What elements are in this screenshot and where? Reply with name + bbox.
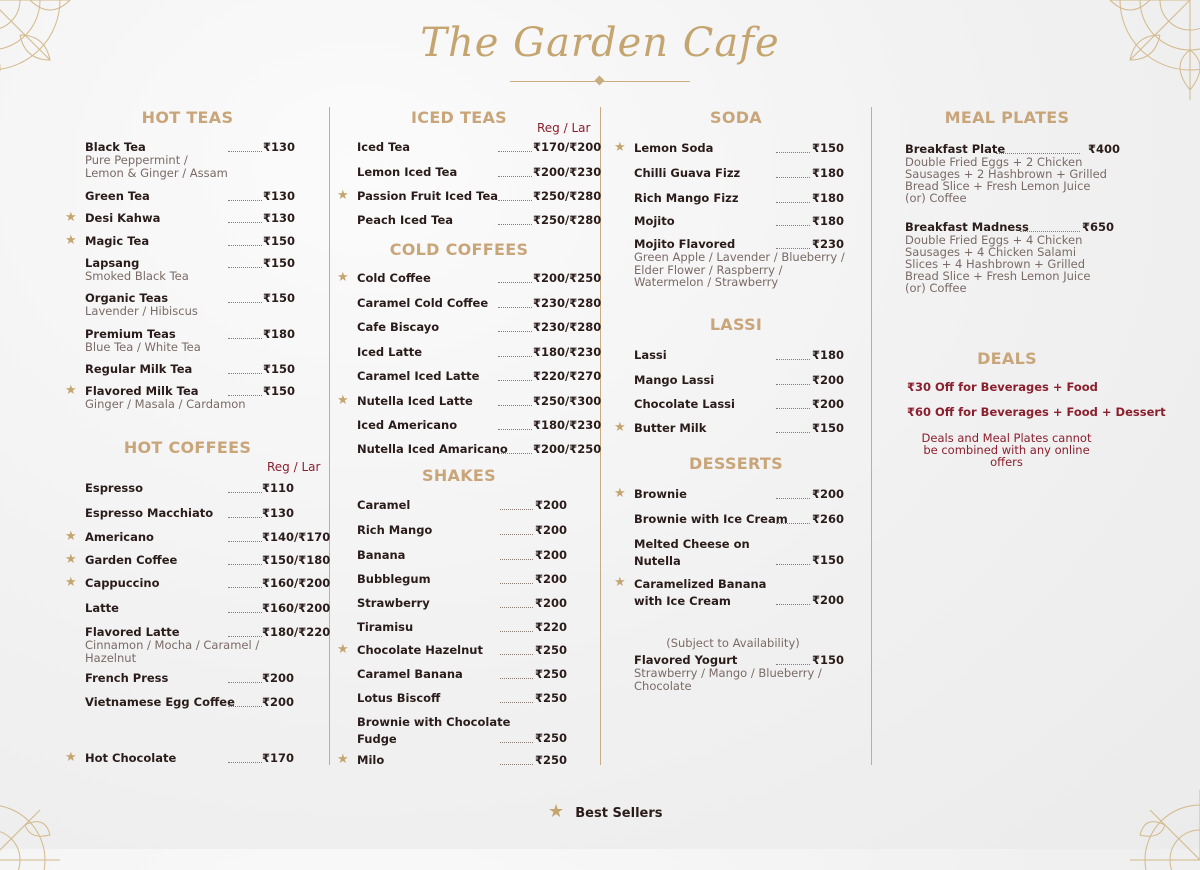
item-price: ₹130 [263, 140, 296, 154]
dotted-leader [498, 176, 532, 177]
dotted-leader [228, 492, 262, 493]
item-name: Caramel Cold Coffee [357, 296, 489, 310]
item-price: ₹200 [262, 695, 295, 709]
item-price: ₹180/₹220 [262, 625, 331, 639]
item-name: Strawberry [357, 596, 430, 610]
dotted-leader [228, 222, 262, 223]
item-name: Mojito Flavored [634, 237, 736, 251]
item-name: Americano [85, 530, 154, 544]
bestseller-star-icon: ★ [337, 393, 349, 408]
item-price: ₹250/₹300 [533, 394, 602, 408]
item-name: Iced Americano [357, 418, 458, 432]
item-price: ₹250 [535, 691, 568, 705]
dotted-leader [228, 612, 262, 613]
dotted-leader [500, 742, 533, 743]
legend-label: Best Sellers [575, 806, 663, 821]
item-name: Peach Iced Tea [357, 213, 454, 227]
column-divider-2 [600, 107, 601, 765]
dotted-leader [498, 224, 532, 225]
dotted-leader [228, 564, 262, 565]
page-title: The Garden Cafe [420, 20, 780, 66]
item-price: ₹130 [262, 506, 295, 520]
item-price: ₹230/₹280 [533, 320, 602, 334]
dotted-leader [498, 331, 532, 332]
dotted-leader [776, 384, 810, 385]
item-name: Garden Coffee [85, 553, 178, 567]
item-description: Double Fried Eggs + 2 Chicken Sausages + 2 Hashbrown + Grilled Bread Slice + Fresh Lemon Juice (or) Coffee [905, 155, 1107, 205]
item-description: Strawberry / Mango / Blueberry / Chocolate [634, 666, 822, 693]
item-name: Lapsang [85, 256, 140, 270]
deal-item: ₹60 Off for Beverages + Food + Dessert [907, 405, 1166, 419]
dotted-leader [500, 534, 533, 535]
dotted-leader [498, 380, 532, 381]
item-description: Smoked Black Tea [85, 269, 189, 283]
item-name: Nutella Iced Latte [357, 394, 473, 408]
dotted-leader [228, 587, 262, 588]
deal-item: ₹30 Off for Beverages + Food [907, 380, 1098, 394]
bestseller-star-icon: ★ [614, 420, 626, 435]
item-price: ₹650 [1082, 220, 1115, 234]
item-description: Lavender / Hibiscus [85, 304, 198, 318]
dotted-leader [776, 664, 810, 665]
dotted-leader [776, 432, 810, 433]
mandala-top-right [1080, 0, 1200, 120]
item-name: Melted Cheese on Nutella [634, 537, 750, 568]
item-name: Premium Teas [85, 327, 176, 341]
item-name: Chilli Guava Fizz [634, 166, 741, 180]
dotted-leader [776, 152, 810, 153]
item-price: ₹200 [535, 523, 568, 537]
section-title-cold-coffees: COLD COFFEES [389, 240, 529, 259]
item-name: Regular Milk Tea [85, 362, 193, 376]
item-price: ₹150 [263, 384, 296, 398]
item-name: Milo [357, 753, 385, 767]
dotted-leader [996, 153, 1080, 154]
item-price: ₹180 [812, 348, 845, 362]
item-name: Breakfast Madness [905, 220, 1029, 234]
item-name: Desi Kahwa [85, 211, 161, 225]
dotted-leader [498, 356, 532, 357]
dotted-leader [228, 541, 262, 542]
dotted-leader [500, 631, 533, 632]
item-description: Green Apple / Lavender / Blueberry / Elder Flower / Raspberry / Watermelon / Strawberry [634, 250, 845, 289]
bestseller-star-icon: ★ [337, 752, 349, 767]
item-price: ₹250/₹280 [533, 213, 602, 227]
bestseller-star-icon: ★ [614, 575, 626, 590]
bestseller-star-icon: ★ [65, 552, 77, 567]
item-name: Rich Mango [357, 523, 433, 537]
legend [548, 801, 663, 822]
item-name: Bubblegum [357, 572, 431, 586]
dotted-leader [776, 564, 810, 565]
item-name: Espresso Macchiato [85, 506, 214, 520]
dotted-leader [228, 762, 262, 763]
bestseller-star-icon: ★ [65, 575, 77, 590]
item-price: ₹200 [812, 487, 845, 501]
item-name: Brownie with Chocolate Fudge [357, 715, 511, 746]
section-title-lassi: LASSI [709, 315, 763, 334]
item-name: Breakfast Plate [905, 142, 1006, 156]
title-ornament [595, 76, 605, 86]
item-price: ₹180 [812, 191, 845, 205]
dotted-leader [228, 200, 262, 201]
item-price: ₹250 [535, 731, 568, 745]
reg-lar-label: Reg / Lar [267, 460, 321, 474]
item-price: ₹200 [812, 373, 845, 387]
item-price: ₹200/₹230 [533, 165, 602, 179]
item-description: Pure Peppermint / Lemon & Ginger / Assam [85, 153, 228, 180]
item-name: Latte [85, 601, 119, 615]
item-name: Flavored Milk Tea [85, 384, 199, 398]
bestseller-star-icon: ★ [614, 140, 626, 155]
bestseller-star-icon: ★ [65, 210, 77, 225]
item-price: ₹250 [535, 753, 568, 767]
section-title-hot-coffees: HOT COFFEES [123, 438, 252, 457]
item-name: Lemon Iced Tea [357, 165, 458, 179]
bestseller-star-icon: ★ [337, 642, 349, 657]
dotted-leader [228, 682, 262, 683]
mandala-bottom-left [0, 770, 80, 870]
dotted-leader [228, 517, 262, 518]
item-price: ₹400 [1088, 142, 1121, 156]
item-name: Hot Chocolate [85, 751, 177, 765]
bestseller-star-icon: ★ [614, 486, 626, 501]
dotted-leader [500, 559, 533, 560]
item-price: ₹180 [812, 166, 845, 180]
bestseller-star-icon: ★ [337, 270, 349, 285]
item-name: Passion Fruit Iced Tea [357, 189, 499, 203]
dotted-leader [228, 338, 262, 339]
dotted-leader [1020, 231, 1080, 232]
dotted-leader [498, 282, 532, 283]
item-name: Caramel Iced Latte [357, 369, 480, 383]
dotted-leader [500, 654, 533, 655]
item-price: ₹150/₹180 [262, 553, 331, 567]
item-price: ₹230/₹280 [533, 296, 602, 310]
section-title-hot-teas: HOT TEAS [141, 108, 234, 127]
item-name: Chocolate Hazelnut [357, 643, 483, 657]
item-price: ₹230 [812, 237, 845, 251]
item-price: ₹150 [263, 234, 296, 248]
item-price: ₹170 [262, 751, 295, 765]
dotted-leader [776, 523, 810, 524]
item-price: ₹250/₹280 [533, 189, 602, 203]
item-price: ₹200/₹250 [533, 442, 602, 456]
item-name: Brownie with Ice Cream [634, 512, 788, 526]
dotted-leader [776, 225, 810, 226]
dotted-leader [228, 373, 262, 374]
item-price: ₹200 [812, 593, 845, 607]
section-title-shakes: SHAKES [422, 466, 496, 485]
item-price: ₹250 [535, 643, 568, 657]
reg-lar-label: Reg / Lar [537, 121, 591, 135]
item-name: Banana [357, 548, 406, 562]
item-name: Caramel [357, 498, 411, 512]
item-price: ₹150 [263, 291, 296, 305]
item-description: Double Fried Eggs + 4 Chicken Sausages + 4 Chicken Salami Slices + 4 Hashbrown + Grilled Bread Slice + Fresh Lemon Juice (or) Coffee [905, 233, 1091, 295]
dotted-leader [228, 302, 262, 303]
item-name: Iced Tea [357, 140, 411, 154]
dotted-leader [776, 202, 810, 203]
column-divider-1 [329, 107, 330, 765]
item-price: ₹260 [812, 512, 845, 526]
dotted-leader [500, 607, 533, 608]
dotted-leader [228, 267, 262, 268]
item-name: Cappuccino [85, 576, 160, 590]
dotted-leader [498, 307, 532, 308]
bestseller-star-icon: ★ [65, 529, 77, 544]
section-title-desserts: DESSERTS [689, 454, 783, 473]
section-title-meal-plates: MEAL PLATES [944, 108, 1070, 127]
item-price: ₹200/₹250 [533, 271, 602, 285]
item-name: Lassi [634, 348, 667, 362]
dotted-leader [776, 498, 810, 499]
item-name: Organic Teas [85, 291, 169, 305]
item-name: Brownie [634, 487, 687, 501]
dotted-leader [498, 200, 532, 201]
item-name: Nutella Iced Amaricano [357, 442, 508, 456]
item-price: ₹110 [262, 481, 295, 495]
item-price: ₹200 [535, 596, 568, 610]
item-name: Cold Coffee [357, 271, 431, 285]
item-price: ₹180/₹230 [533, 418, 602, 432]
item-price: ₹180 [812, 214, 845, 228]
item-price: ₹150 [263, 362, 296, 376]
item-name: Mango Lassi [634, 373, 715, 387]
item-name: Caramelized Banana with Ice Cream [634, 577, 767, 608]
item-price: ₹150 [812, 553, 845, 567]
item-name: Green Tea [85, 189, 150, 203]
item-price: ₹180 [263, 327, 296, 341]
item-price: ₹130 [263, 189, 296, 203]
mandala-top-left [0, 0, 100, 120]
dotted-leader [776, 177, 810, 178]
item-name: French Press [85, 671, 169, 685]
item-description: Cinnamon / Mocha / Caramel / Hazelnut [85, 638, 260, 665]
dotted-leader [228, 706, 262, 707]
item-name: Lotus Biscoff [357, 691, 441, 705]
dotted-leader [500, 678, 533, 679]
dotted-leader [228, 245, 262, 246]
item-price: ₹150 [812, 141, 845, 155]
item-price: ₹150 [263, 256, 296, 270]
item-price: ₹200 [812, 397, 845, 411]
item-name: Cafe Biscayo [357, 320, 440, 334]
item-price: ₹160/₹200 [262, 576, 331, 590]
item-price: ₹200 [262, 671, 295, 685]
dotted-leader [498, 453, 532, 454]
item-price: ₹200 [535, 498, 568, 512]
item-price: ₹220 [535, 620, 568, 634]
item-name: Flavored Yogurt [634, 653, 738, 667]
item-name: Flavored Latte [85, 625, 180, 639]
bestseller-star-icon: ★ [65, 233, 77, 248]
item-price: ₹170/₹200 [533, 140, 602, 154]
item-name: Caramel Banana [357, 667, 463, 681]
section-title-soda: SODA [710, 108, 762, 127]
mandala-bottom-right [1110, 770, 1200, 870]
item-name: Butter Milk [634, 421, 707, 435]
item-price: ₹130 [263, 211, 296, 225]
item-name: Espresso [85, 481, 143, 495]
star-icon: ★ [548, 801, 565, 822]
dotted-leader [776, 408, 810, 409]
item-name: Lemon Soda [634, 141, 714, 155]
dotted-leader [228, 636, 262, 637]
item-name: Mojito [634, 214, 675, 228]
dotted-leader [500, 583, 533, 584]
item-name: Vietnamese Egg Coffee [85, 695, 235, 709]
item-name: Iced Latte [357, 345, 423, 359]
dotted-leader [498, 429, 532, 430]
dotted-leader [500, 509, 533, 510]
dotted-leader [500, 702, 533, 703]
item-price: ₹200 [535, 572, 568, 586]
bestseller-star-icon: ★ [65, 383, 77, 398]
dotted-leader [776, 248, 810, 249]
section-title-iced-teas: ICED TEAS [411, 108, 507, 127]
bestseller-star-icon: ★ [337, 188, 349, 203]
dotted-leader [500, 764, 533, 765]
item-price: ₹160/₹200 [262, 601, 331, 615]
item-name: Magic Tea [85, 234, 150, 248]
dotted-leader [776, 604, 810, 605]
item-name: Black Tea [85, 140, 146, 154]
bestseller-star-icon: ★ [65, 750, 77, 765]
item-description: Blue Tea / White Tea [85, 340, 201, 354]
dotted-leader [776, 359, 810, 360]
dotted-leader [228, 151, 262, 152]
dotted-leader [228, 395, 262, 396]
item-price: ₹150 [812, 653, 845, 667]
item-name: Chocolate Lassi [634, 397, 735, 411]
deals-note: Deals and Meal Plates cannot be combined with any online offers [921, 431, 1092, 469]
item-name: Tiramisu [357, 620, 414, 634]
dotted-leader [498, 405, 532, 406]
item-description: Ginger / Masala / Cardamon [85, 397, 246, 411]
item-price: ₹150 [812, 421, 845, 435]
item-name: Rich Mango Fizz [634, 191, 739, 205]
item-price: ₹220/₹270 [533, 369, 602, 383]
item-price: ₹180/₹230 [533, 345, 602, 359]
dotted-leader [498, 151, 532, 152]
availability-note: (Subject to Availability) [666, 636, 800, 650]
item-price: ₹140/₹170 [262, 530, 331, 544]
section-title-deals: DEALS [977, 349, 1037, 368]
item-price: ₹250 [535, 667, 568, 681]
item-price: ₹200 [535, 548, 568, 562]
